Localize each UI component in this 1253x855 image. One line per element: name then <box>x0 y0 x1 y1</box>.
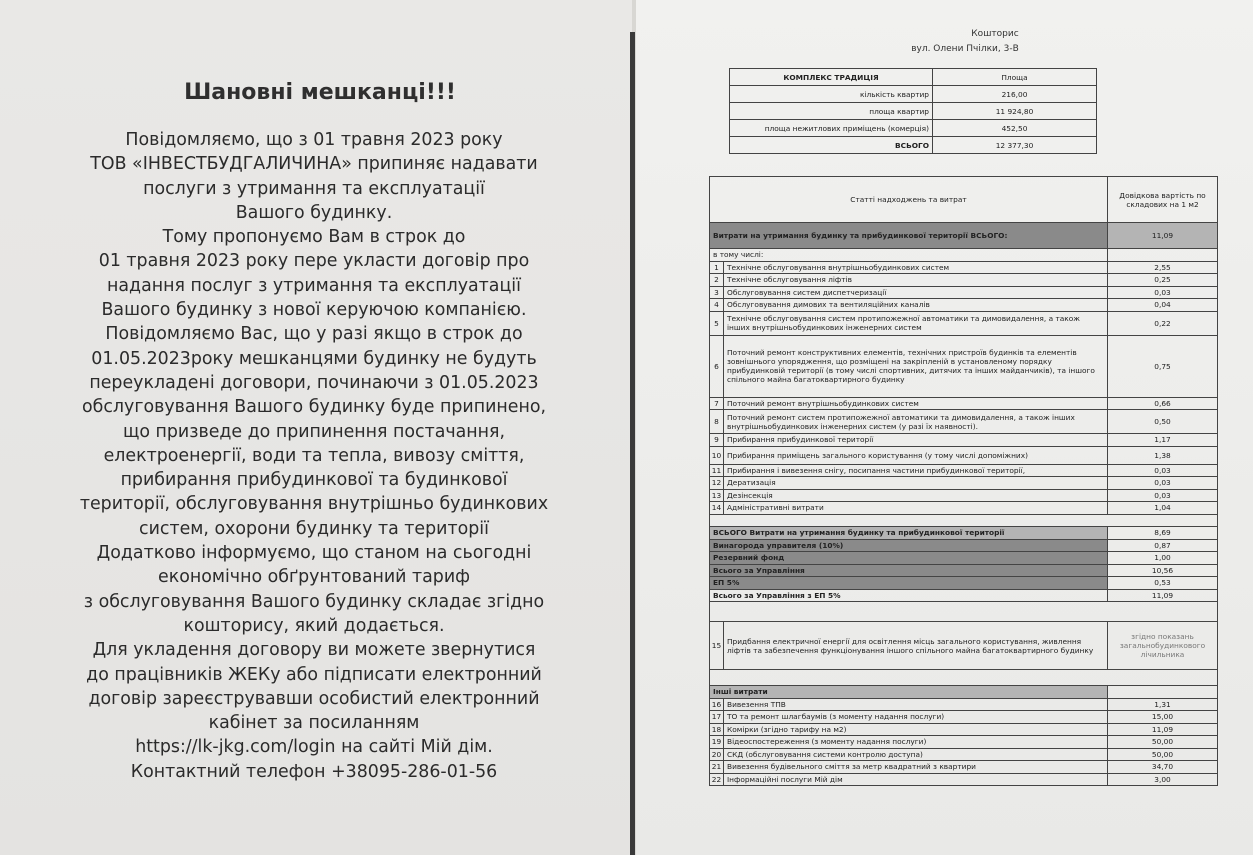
subtotal-row <box>710 577 1218 590</box>
subtotal-label: Винагорода управителя (10%) <box>710 539 1108 552</box>
electricity-value: згідно показань загальнобудинкового лічильника <box>1108 622 1218 670</box>
other-cost-row <box>710 736 1218 749</box>
cost-value: 1,31 <box>1108 698 1218 711</box>
subtotal-value: 0,53 <box>1108 577 1218 590</box>
subtotal-label: Резервний фонд <box>710 552 1108 565</box>
summary-row <box>730 137 1097 154</box>
notice-line: Вашого будинку. <box>235 202 393 223</box>
summary-label: ВСЬОГО <box>730 137 933 154</box>
cost-label: Технічне обслуговування ліфтів <box>724 274 1108 287</box>
cost-num: 2 <box>710 274 724 287</box>
other-cost-row <box>710 761 1218 774</box>
summary-label: площа нежитлових приміщень (комерція) <box>730 120 933 137</box>
notice-line: систем, охорони будинку та території <box>139 518 489 539</box>
cost-label: Поточний ремонт конструктивних елементів, технічних пристроїв будинків та елементів зовнішнього упорядження, що розміщені на закріпленій в установленому порядку прибудинковій території (в тому числі спортивних, дитячих та інших майданчиків), та іншого спільного майна багатоквартирного будинку <box>724 335 1108 397</box>
cost-value: 0,03 <box>1108 464 1218 477</box>
cost-num: 18 <box>710 723 724 736</box>
cost-label: Технічне обслуговування внутрішньобудинкових систем <box>724 261 1108 274</box>
cost-row <box>710 410 1218 434</box>
cost-row <box>710 261 1218 274</box>
cost-value: 0,66 <box>1108 397 1218 410</box>
cost-num: 13 <box>710 489 724 502</box>
summary-value: 11 924,80 <box>933 103 1097 120</box>
cost-num: 9 <box>710 434 724 447</box>
notice-link-line: https://lk-jkg.com/login на сайті Мій дім. <box>135 737 493 758</box>
summary-label: кількість квартир <box>730 86 933 103</box>
cost-row <box>710 274 1218 287</box>
cost-num: 17 <box>710 711 724 724</box>
cost-label: Дератизація <box>724 477 1108 490</box>
electricity-label: Придбання електричної енергії для освітлення місць загального користування, живлення ліфтів та забезпечення функціонування іншого спільного майна багатоквартирного будинку <box>724 622 1108 670</box>
cost-label: Обслуговування димових та вентиляційних каналів <box>724 299 1108 312</box>
cost-num: 22 <box>710 773 724 786</box>
notice-line: Вашого будинку з нової керуючою компанією. <box>101 300 527 321</box>
notice-line: кабінет за посиланням <box>208 713 420 734</box>
other-cost-row <box>710 773 1218 786</box>
notice-line: переукладені договори, починаючи з 01.05.2023 <box>89 372 539 393</box>
subtotal-label: Всього за Управління <box>710 564 1108 577</box>
notice-line: прибирання прибудинкової та будинкової <box>120 470 508 491</box>
cost-label: Адміністративні витрати <box>724 502 1108 515</box>
cost-value: 3,00 <box>1108 773 1218 786</box>
cost-num: 11 <box>710 464 724 477</box>
summary-row <box>730 86 1097 103</box>
notice-line: 01.05.2023року мешканцями будинку не будуть <box>91 348 537 369</box>
cost-num: 8 <box>710 410 724 434</box>
notice-title: Шановні мешканці!!! <box>184 80 456 105</box>
cost-value: 0,25 <box>1108 274 1218 287</box>
cost-label: Відеоспостереження (з моменту надання послуги) <box>724 736 1108 749</box>
cost-num: 19 <box>710 736 724 749</box>
cost-row <box>710 502 1218 515</box>
estimate-address: вул. Олени Пчілки, 3-В <box>911 44 1019 54</box>
cost-label: Прибирання приміщень загального користування (у тому числі допоміжних) <box>724 446 1108 464</box>
cost-row <box>710 489 1218 502</box>
cost-label: Обслуговування систем диспетчеризації <box>724 286 1108 299</box>
cost-value: 1,17 <box>1108 434 1218 447</box>
cost-label: Прибирання прибудинкової території <box>724 434 1108 447</box>
cost-row <box>710 335 1218 397</box>
estimate-title: Кошторис <box>971 29 1019 39</box>
subtotal-row <box>710 552 1218 565</box>
notice-line: з обслуговування Вашого будинку складає згідно <box>83 591 545 612</box>
notice-line: обслуговування Вашого будинку буде припинено, <box>81 397 547 418</box>
cost-num: 16 <box>710 698 724 711</box>
notice-phone-line: Контактний телефон +38095-286-01-56 <box>130 761 498 782</box>
cost-label: Дезінсекція <box>724 489 1108 502</box>
summary-value: 12 377,30 <box>933 137 1097 154</box>
empty-cell <box>1108 249 1218 262</box>
subtotal-row <box>710 589 1218 602</box>
sheet-divider <box>630 32 635 855</box>
empty-cell <box>1108 686 1218 699</box>
cost-row <box>710 311 1218 335</box>
cost-num: 5 <box>710 311 724 335</box>
spacer-row <box>710 670 1218 686</box>
cost-value: 2,55 <box>1108 261 1218 274</box>
notice-line: території, обслуговування внутрішньо будинкових <box>79 494 549 515</box>
other-cost-row <box>710 698 1218 711</box>
cost-label: Інформаційні послуги Мій дім <box>724 773 1108 786</box>
notice-line: до працівників ЖЕКу або підписати електронний <box>86 664 542 685</box>
subtotal-value: 10,56 <box>1108 564 1218 577</box>
notice-line: ТОВ «ІНВЕСТБУДГАЛИЧИНА» припиняє надавати <box>90 154 538 175</box>
notice-line: договір зареєструвавши особистий електронний <box>88 688 540 709</box>
subtotal-row <box>710 564 1218 577</box>
summary-label: площа квартир <box>730 103 933 120</box>
cost-value: 0,03 <box>1108 489 1218 502</box>
subtotal-value: 8,69 <box>1108 527 1218 540</box>
summary-value: 216,00 <box>933 86 1097 103</box>
spacer-row <box>710 602 1218 622</box>
cost-row <box>710 464 1218 477</box>
cost-num: 1 <box>710 261 724 274</box>
notice-line: Повідомляємо, що з 01 травня 2023 року <box>125 130 503 150</box>
cost-label: Технічне обслуговування систем протипожежної автоматики та димовидалення, а також інших внутрішньобудинкових інженерних систем <box>724 311 1108 335</box>
cost-label: Комірки (згідно тарифу на м2) <box>724 723 1108 736</box>
other-cost-row <box>710 723 1218 736</box>
subtotal-row <box>710 527 1218 540</box>
cost-num: 6 <box>710 335 724 397</box>
notice-body <box>24 128 604 784</box>
cost-value: 1,04 <box>1108 502 1218 515</box>
notice-line: що призведе до припинення постачання, <box>122 421 506 442</box>
spacer-row <box>710 514 1218 527</box>
cost-header-value: Довідкова вартість по складових на 1 м2 <box>1108 177 1218 223</box>
notice-line: Для укладення договору ви можете звернутися <box>92 640 536 661</box>
cost-label: Вивезення ТПВ <box>724 698 1108 711</box>
other-cost-row <box>710 748 1218 761</box>
summary-value: 452,50 <box>933 120 1097 137</box>
cost-table <box>709 176 1218 786</box>
electricity-row <box>710 622 1218 670</box>
subtotal-value: 1,00 <box>1108 552 1218 565</box>
cost-row <box>710 446 1218 464</box>
notice-line: послуги з утримання та експлуатації <box>143 178 485 199</box>
cost-label: Поточний ремонт систем протипожежної автоматики та димовидалення, а також інших внутрішньобудинкових інженерних систем (у разі їх наявності). <box>724 410 1108 434</box>
cost-num: 4 <box>710 299 724 312</box>
subtotal-value: 0,87 <box>1108 539 1218 552</box>
cost-value: 0,04 <box>1108 299 1218 312</box>
cost-num: 12 <box>710 477 724 490</box>
cost-value: 1,38 <box>1108 446 1218 464</box>
other-cost-row <box>710 711 1218 724</box>
cost-value: 0,75 <box>1108 335 1218 397</box>
cost-num: 3 <box>710 286 724 299</box>
notice-line: Повідомляємо Вас, що у разі якщо в строк до <box>105 324 523 345</box>
summary-header-area: Площа <box>933 69 1097 86</box>
notice-line: електроенергії, води та тепла, вивозу сміття, <box>103 445 525 466</box>
cost-value: 50,00 <box>1108 736 1218 749</box>
cost-row <box>710 434 1218 447</box>
cost-num: 21 <box>710 761 724 774</box>
cost-num: 7 <box>710 397 724 410</box>
cost-value: 0,03 <box>1108 286 1218 299</box>
summary-header-complex: КОМПЛЕКС ТРАДИЦІЯ <box>730 69 933 86</box>
cost-value: 34,70 <box>1108 761 1218 774</box>
cost-num: 10 <box>710 446 724 464</box>
cost-label: СКД (обслуговування системи контролю доступа) <box>724 748 1108 761</box>
cost-total-value: 11,09 <box>1108 223 1218 249</box>
notice-line: 01 травня 2023 року пере укласти договір про <box>98 251 530 272</box>
cost-value: 0,03 <box>1108 477 1218 490</box>
cost-label: ТО та ремонт шлагбаумів (з моменту надання послуги) <box>724 711 1108 724</box>
subtotal-row <box>710 539 1218 552</box>
cost-value: 11,09 <box>1108 723 1218 736</box>
subtotal-value: 11,09 <box>1108 589 1218 602</box>
cost-row <box>710 299 1218 312</box>
subtotal-label: ЕП 5% <box>710 577 1108 590</box>
summary-row <box>730 120 1097 137</box>
subtotal-label: ВСЬОГО Витрати на утримання будинку та прибудинкової території <box>710 527 1108 540</box>
notice-line: надання послуг з утримання та експлуатації <box>107 275 521 296</box>
cost-num: 14 <box>710 502 724 515</box>
cost-label: Прибирання і вивезення снігу, посипання частини прибудинкової території, <box>724 464 1108 477</box>
cost-value: 0,22 <box>1108 311 1218 335</box>
cost-num: 15 <box>710 622 724 670</box>
cost-num: 20 <box>710 748 724 761</box>
subtotal-label: Всього за Управління з ЕП 5% <box>710 589 1108 602</box>
other-costs-header: Інші витрати <box>710 686 1108 699</box>
notice-line: кошторису, який додається. <box>183 615 445 636</box>
cost-label: Вивезення будівельного сміття за метр квадратний з квартири <box>724 761 1108 774</box>
notice-line: економічно обґрунтований тариф <box>158 567 470 588</box>
cost-value: 15,00 <box>1108 711 1218 724</box>
cost-total-label: Витрати на утримання будинку та прибудинкової території ВСЬОГО: <box>710 223 1108 249</box>
cost-value: 50,00 <box>1108 748 1218 761</box>
cost-label: Поточний ремонт внутрішньобудинкових систем <box>724 397 1108 410</box>
cost-including-label: в тому числі: <box>710 249 1108 262</box>
cost-header-item: Статті надходжень та витрат <box>710 177 1108 223</box>
summary-table <box>729 68 1097 154</box>
summary-row <box>730 103 1097 120</box>
cost-row <box>710 477 1218 490</box>
cost-row <box>710 397 1218 410</box>
notice-line: Тому пропонуємо Вам в строк до <box>162 227 466 248</box>
cost-value: 0,50 <box>1108 410 1218 434</box>
notice-line: Додатково інформуємо, що станом на сьогодні <box>96 543 532 564</box>
cost-row <box>710 286 1218 299</box>
